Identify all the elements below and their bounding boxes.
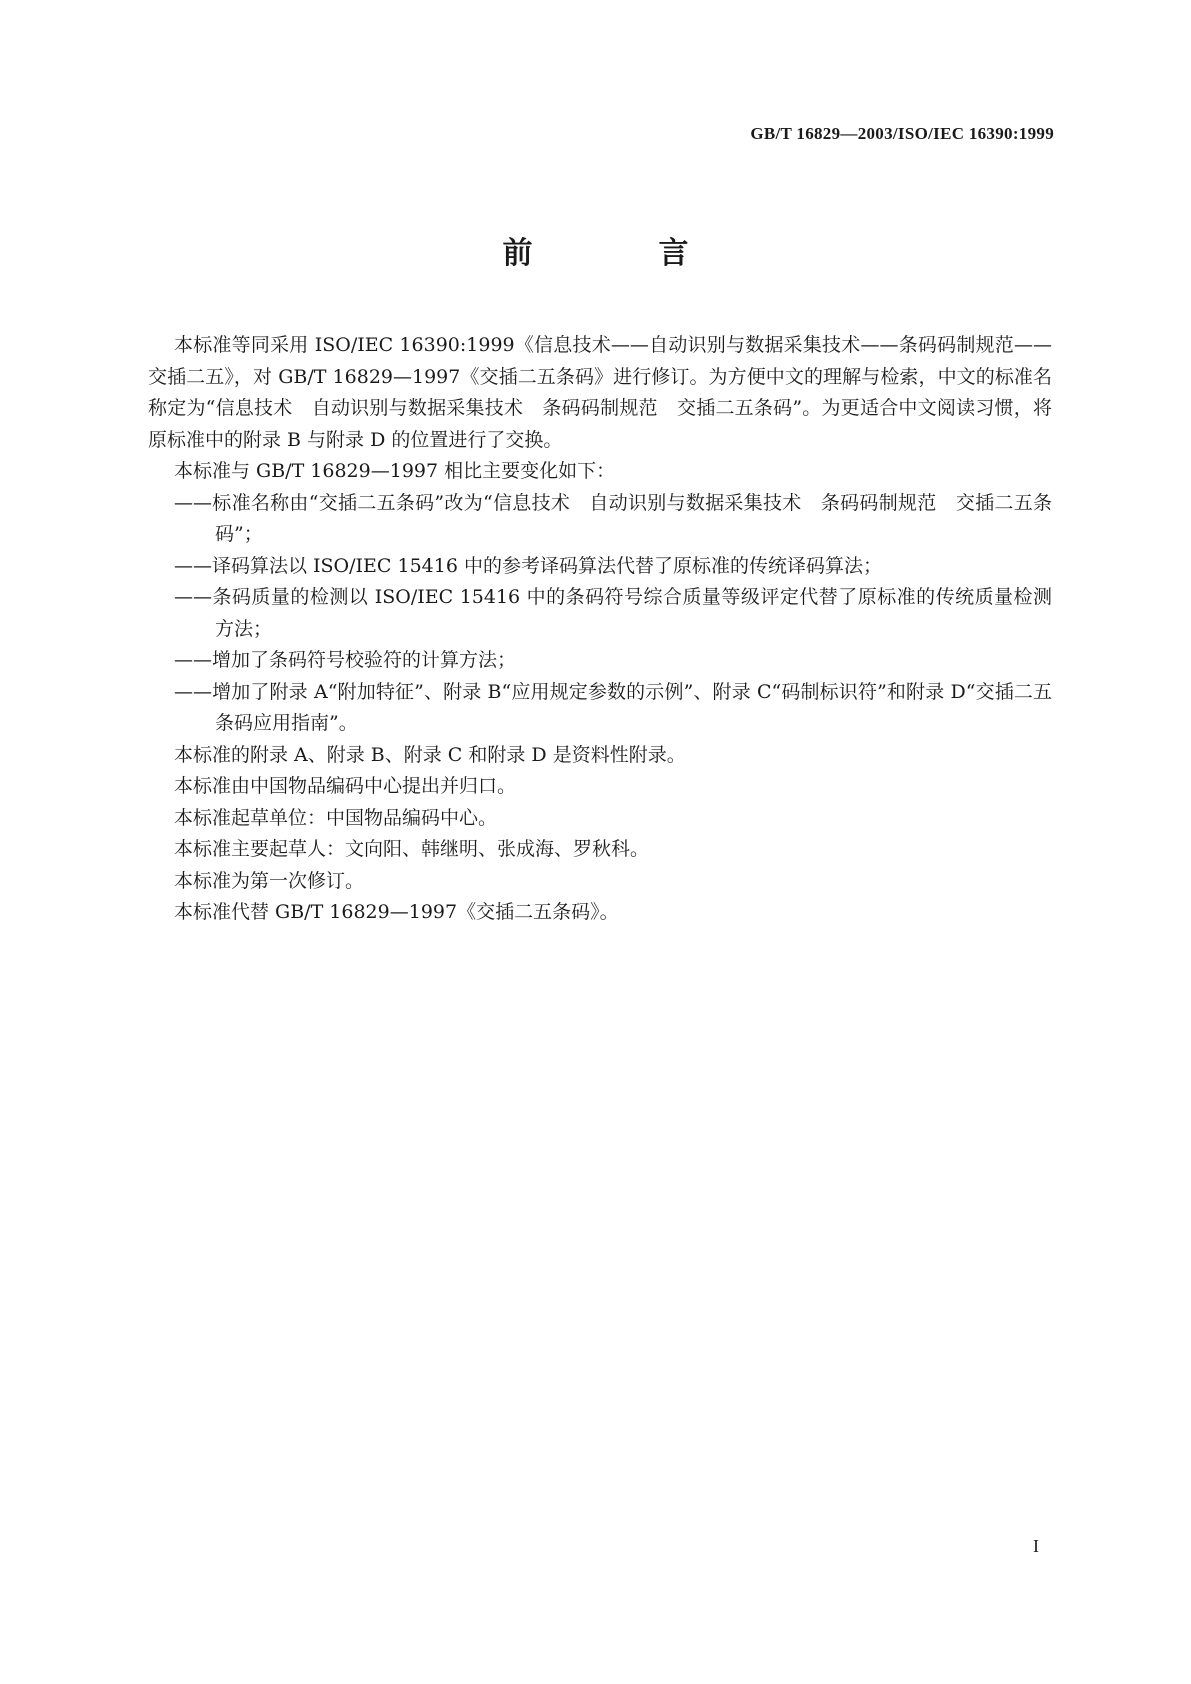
change-item-annexes: ——增加了附录 A“附加特征”、附录 B“应用规定参数的示例”、附录 C“码制标识符”和附录 D“交插二五条码应用指南”。 — [174, 680, 1052, 734]
change-item-quality: ——条码质量的检测以 ISO/IEC 15416 中的条码符号综合质量等级评定代替了原标准的传统质量检测方法； — [174, 586, 1052, 640]
change-item-checksum: ——增加了条码符号校验符的计算方法； — [174, 649, 517, 671]
paragraph-drafters: 本标准主要起草人：文向阳、韩继明、张成海、罗秋科。 — [174, 838, 650, 860]
paragraph-replaces: 本标准代替 GB/T 16829—1997《交插二五条码》。 — [174, 901, 619, 923]
paragraph-informative-annexes: 本标准的附录 A、附录 B、附录 C 和附录 D 是资料性附录。 — [174, 743, 686, 766]
foreword-body — [148, 330, 1052, 929]
paragraph-changes-intro: 本标准与 GB/T 16829—1997 相比主要变化如下： — [174, 460, 616, 482]
change-item-decoding: ——译码算法以 ISO/IEC 15416 中的参考译码算法代替了原标准的传统译码算法； — [174, 554, 882, 577]
paragraph-proposer: 本标准由中国物品编码中心提出并归口。 — [174, 775, 517, 797]
standard-code-header: GB/T 16829—2003/ISO/IEC 16390:1999 — [750, 124, 1054, 143]
page-title: 前 言 — [502, 236, 737, 271]
paragraph-drafting-unit: 本标准起草单位：中国物品编码中心。 — [174, 806, 498, 829]
page-number: I — [1033, 1536, 1039, 1556]
paragraph-revision: 本标准为第一次修订。 — [174, 869, 365, 892]
paragraph-adoption: 本标准等同采用 ISO/IEC 16390:1999《信息技术——自动识别与数据采集技术——条码码制规范——交插二五》，对 GB/T 16829—1997《交插二五条码》进行修订。为方便中文的理解与检索，中文的标准名称定为“信息技术 自动识别与数据采集技术 条码码制规范 交插二五条码”。为更适合中文阅读习惯，将原标准中的附录 B 与附录 D 的位置进行了交换。 — [148, 334, 1052, 451]
change-item-title: ——标准名称由“交插二五条码”改为“信息技术 自动识别与数据采集技术 条码码制规范 交插二五条码”； — [174, 491, 1052, 545]
